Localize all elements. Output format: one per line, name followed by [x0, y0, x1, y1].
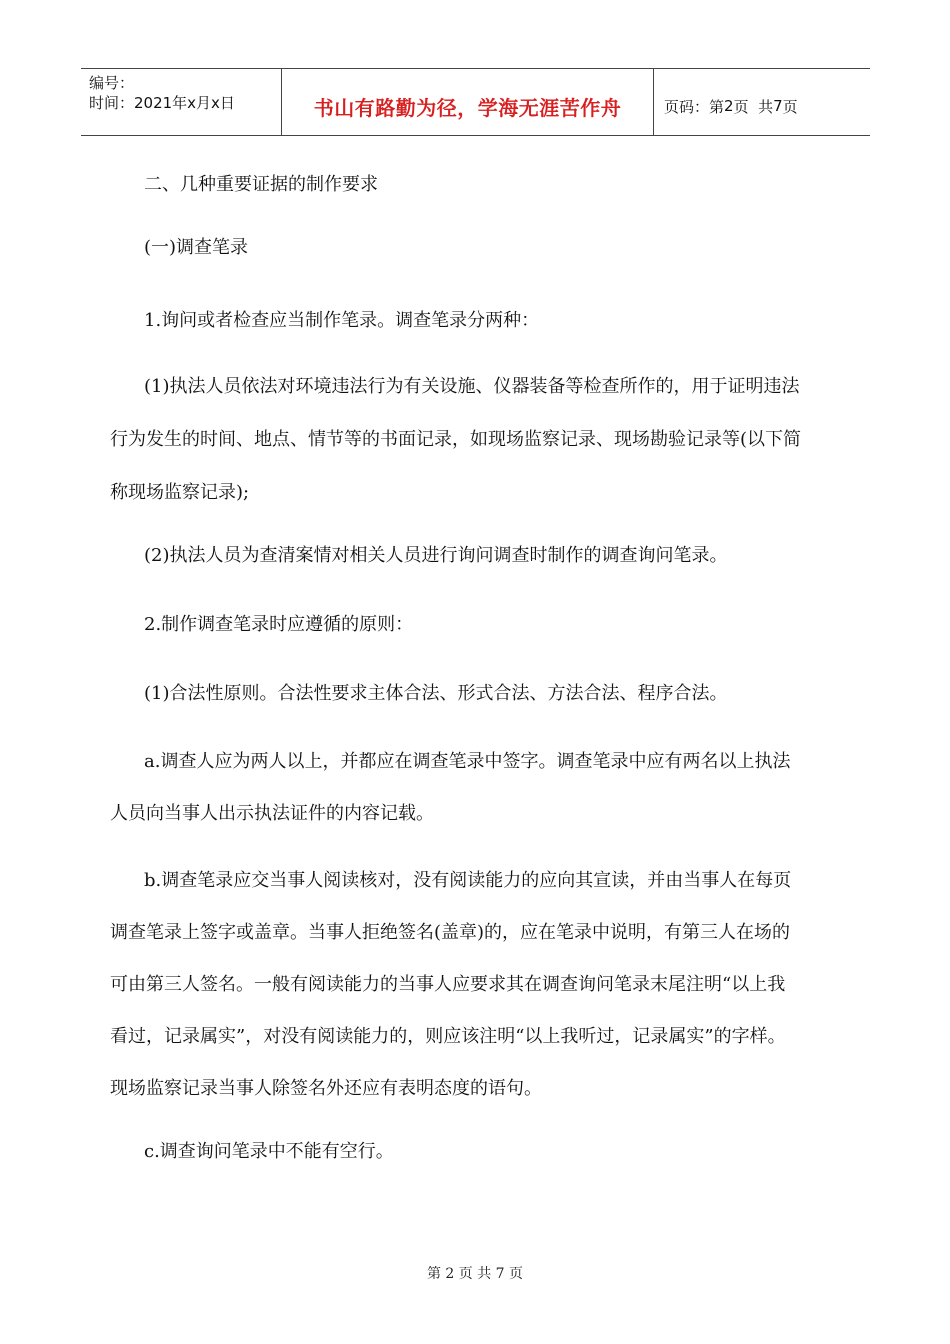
header-meta-cell [81, 69, 282, 135]
footer-page-total: 7 [495, 1266, 505, 1282]
page-mid-label: 页 共 [733, 97, 774, 116]
paragraph-item-1-1 [110, 368, 845, 512]
paragraph-line: a.调查人应为两人以上，并都应在调查笔录中签字。调查笔录中应有两名以上执法 [144, 751, 791, 772]
paragraph-line: 行为发生的时间、地点、情节等的书面记录，如现场监察记录、现场勘验记录等(以下简 [110, 429, 802, 450]
paragraph-item-a [110, 743, 845, 833]
page-total: 7 [773, 97, 783, 115]
paragraph-item-c: c.调查询问笔录中不能有空行。 [144, 1141, 394, 1162]
page-footer [0, 1263, 950, 1283]
paragraph-item-2-1: (1)合法性原则。合法性要求主体合法、形式合法、方法合法、程序合法。 [144, 683, 728, 704]
paragraph-line: 人员向当事人出示执法证件的内容记载。 [110, 803, 434, 824]
page-number: 2 [724, 97, 734, 115]
page-label: 页码：第 [664, 97, 725, 116]
paragraph-line: b.调查笔录应交当事人阅读核对，没有阅读能力的应向其宣读，并由当事人在每页 [144, 870, 792, 891]
paragraph-line: 调查笔录上签字或盖章。当事人拒绝签名(盖章)的，应在笔录中说明，有第三人在场的 [110, 922, 791, 943]
paragraph-line: 可由第三人签名。一般有阅读能力的当事人应要求其在调查询问笔录末尾注明“以上我 [110, 974, 786, 995]
document-header [81, 68, 870, 136]
paragraph-line: 看过，记录属实”，对没有阅读能力的，则应该注明“以上我听过，记录属实”的字样。 [110, 1026, 786, 1047]
footer-end: 页 [509, 1266, 524, 1282]
paragraph-item-2: 2.制作调查笔录时应遵循的原则： [144, 614, 414, 635]
header-page-cell [654, 69, 870, 135]
header-motto-cell [282, 69, 654, 135]
paragraph-item-1-2: (2)执法人员为查清案情对相关人员进行询问调查时制作的调查询问笔录。 [144, 545, 728, 566]
footer-pre: 第 [426, 1266, 441, 1282]
paragraph-item-b [110, 862, 845, 1108]
document-date-label: 时间：2021年x月x日 [89, 94, 235, 112]
footer-mid: 页 共 [458, 1266, 492, 1282]
section-heading: 二、几种重要证据的制作要求 [144, 174, 378, 195]
paragraph-line: 现场监察记录当事人除签名外还应有表明态度的语句。 [110, 1078, 542, 1099]
document-number-label: 编号： [89, 74, 135, 92]
footer-page-number: 2 [445, 1266, 455, 1282]
motto-text: 书山有路勤为径，学海无涯苦作舟 [313, 95, 622, 120]
page-end-label: 页 [782, 97, 798, 116]
subsection-heading: (一)调查笔录 [144, 237, 249, 258]
paragraph-item-1: 1.询问或者检查应当制作笔录。调查笔录分两种： [144, 310, 540, 331]
paragraph-line: 称现场监察记录); [110, 482, 250, 503]
paragraph-line: (1)执法人员依法对环境违法行为有关设施、仪器装备等检查所作的，用于证明违法 [144, 376, 800, 397]
